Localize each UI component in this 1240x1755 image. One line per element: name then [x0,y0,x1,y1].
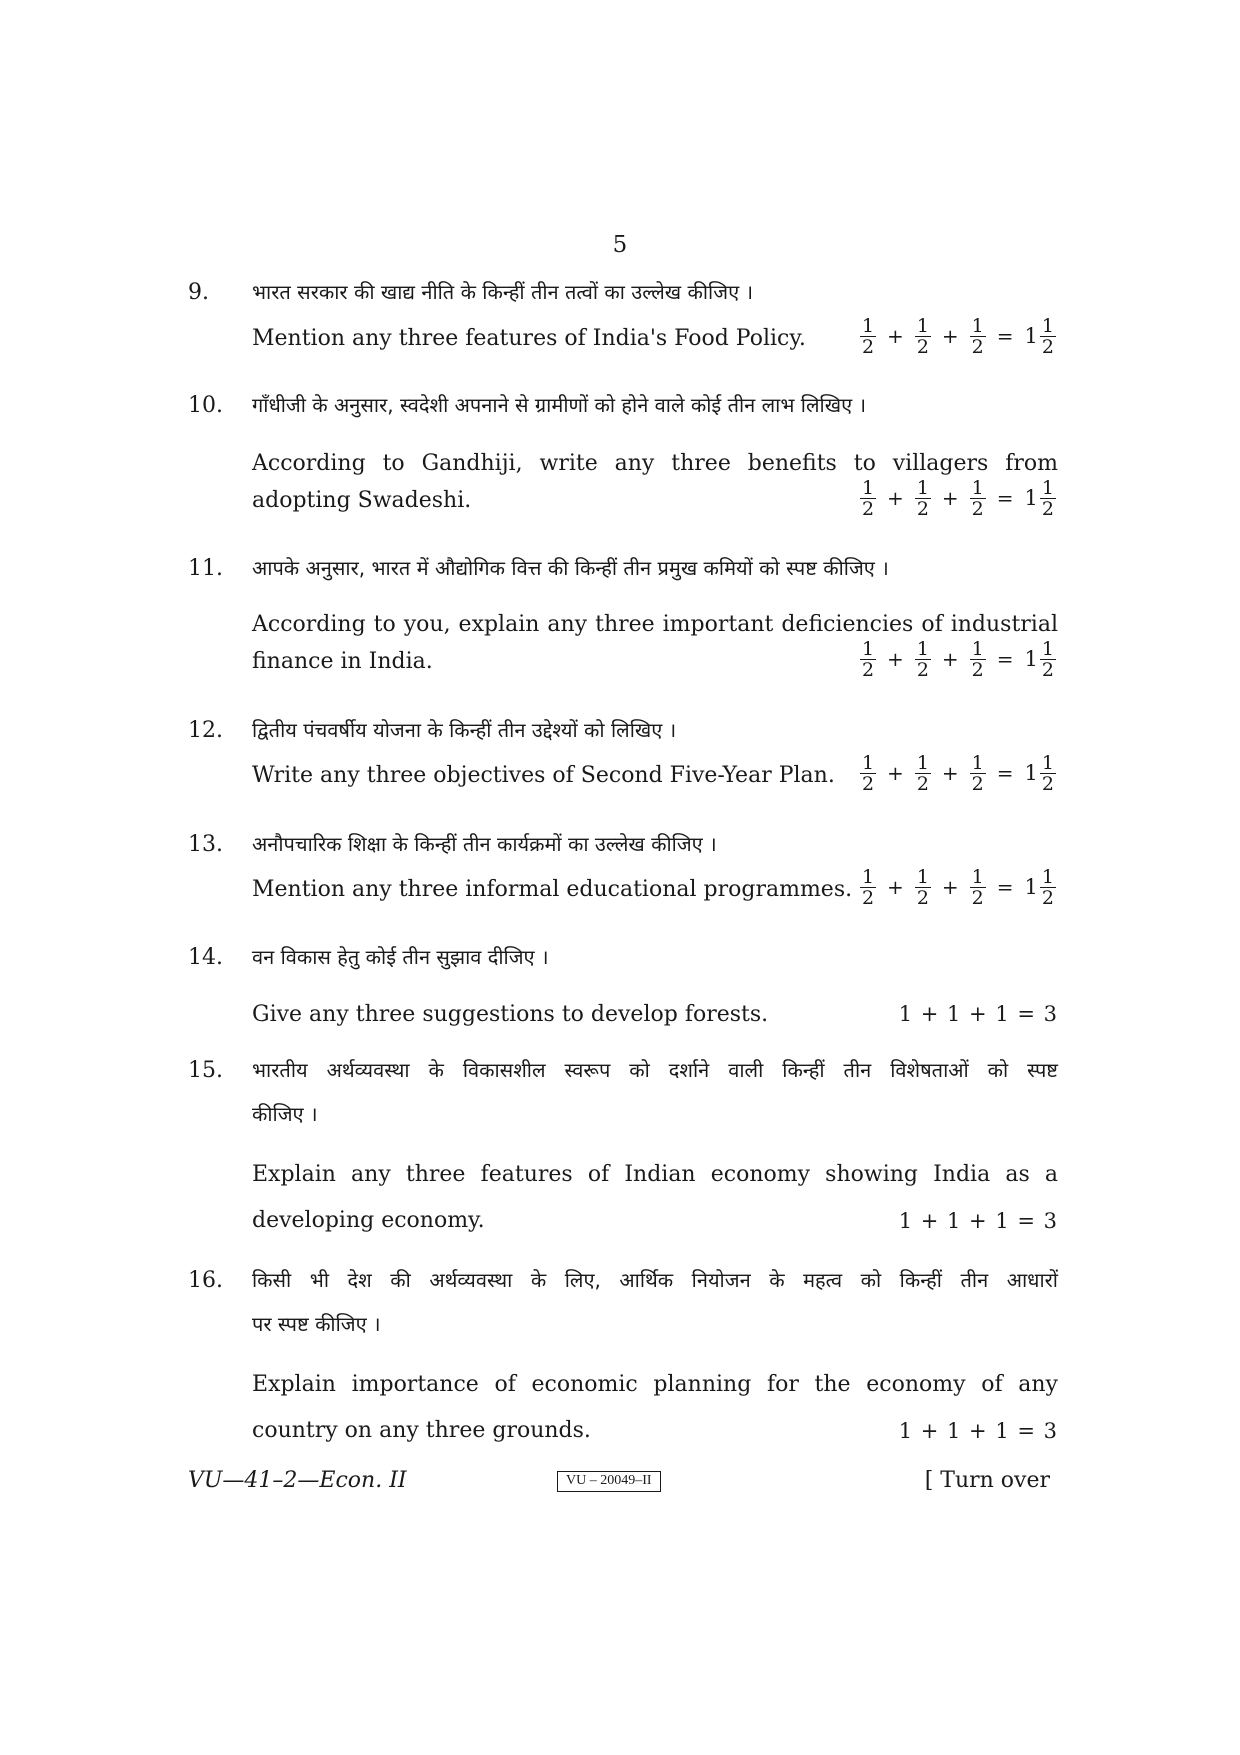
fraction: $\frac{1}{2}$ [1041,315,1054,358]
fraction: $\frac{1}{2}$ [861,866,875,909]
marks-fractions: $\frac{1}{2}$ + $\frac{1}{2}$ + $\frac{1}{2}$ = 1 $\frac{1}{2}$ [861,638,1054,681]
fraction: $\frac{1}{2}$ [971,638,984,681]
booklet-code-box: VU – 20049–II [557,1471,661,1492]
english-line: finance in India. [252,649,433,674]
english-line: developing economy. [252,1208,485,1233]
question-english [252,1362,1058,1454]
question-english [252,315,1058,358]
question-hindi: द्वितीय पंचवर्षीय योजना के किन्हीं तीन उद्देश्यों को लिखिए । [252,718,677,742]
english-line: According to Gandhiji, write any three benefits to villagers from [252,451,1058,476]
hindi-line: किसी भी देश की अर्थव्यवस्था के लिए, आर्थिक नियोजन के महत्व को किन्हीं तीन आधारों [252,1268,1058,1292]
fraction: $\frac{1}{2}$ [971,477,984,520]
question-english [252,752,1058,795]
turn-over-label: [ Turn over [924,1468,1050,1493]
hindi-line: पर स्पष्ट कीजिए । [252,1312,381,1336]
question-hindi: अनौपचारिक शिक्षा के किन्हीं तीन कार्यक्रमों का उल्लेख कीजिए । [252,832,717,856]
question-english [252,606,1058,680]
paper-code: VU—41–2—Econ. II [188,1468,407,1493]
question-number: 9. [188,280,209,305]
fraction: $\frac{1}{2}$ [916,866,929,909]
fraction: $\frac{1}{2}$ [971,752,984,795]
marks-fractions: $\frac{1}{2}$ + $\frac{1}{2}$ + $\frac{1}{2}$ = 1 $\frac{1}{2}$ [861,315,1054,358]
fraction: $\frac{1}{2}$ [916,638,929,681]
fraction: $\frac{1}{2}$ [861,638,875,681]
marks: 1 + 1 + 1 = 3 [898,1002,1058,1026]
question-hindi [252,1258,1058,1346]
fraction: $\frac{1}{2}$ [1041,638,1054,681]
question-number: 10. [188,393,223,418]
question-english [252,1152,1058,1244]
fraction: $\frac{1}{2}$ [1041,752,1054,795]
english-line: Write any three objectives of Second Five-Year Plan. [252,763,835,788]
question-number: 14. [188,945,223,970]
fraction: $\frac{1}{2}$ [916,752,929,795]
fraction: $\frac{1}{2}$ [916,477,929,520]
question-english [252,996,1058,1033]
marks-fractions: $\frac{1}{2}$ + $\frac{1}{2}$ + $\frac{1}{2}$ = 1 $\frac{1}{2}$ [861,752,1054,795]
english-line: adopting Swadeshi. [252,488,472,513]
english-line: According to you, explain any three important deficiencies of industrial [252,612,1058,637]
marks: 1 + 1 + 1 = 3 [898,1209,1058,1233]
hindi-line: कीजिए । [252,1102,318,1126]
marks-fractions: $\frac{1}{2}$ + $\frac{1}{2}$ + $\frac{1}{2}$ = 1 $\frac{1}{2}$ [861,866,1054,909]
question-english [252,445,1058,519]
fraction: $\frac{1}{2}$ [971,866,984,909]
marks: 1 + 1 + 1 = 3 [898,1419,1058,1443]
fraction: $\frac{1}{2}$ [861,752,875,795]
hindi-line: भारतीय अर्थव्यवस्था के विकासशील स्वरूप को दर्शाने वाली किन्हीं तीन विशेषताओं को स्पष्ट [252,1058,1058,1082]
fraction: $\frac{1}{2}$ [916,315,929,358]
question-english [252,866,1058,909]
page-number: 5 [612,232,628,258]
question-number: 15. [188,1058,223,1083]
question-hindi: वन विकास हेतु कोई तीन सुझाव दीजिए । [252,945,549,969]
fraction: $\frac{1}{2}$ [861,315,875,358]
english-line: Explain any three features of Indian economy showing India as a [252,1162,1058,1187]
question-hindi: भारत सरकार की खाद्य नीति के किन्हीं तीन तत्वों का उल्लेख कीजिए । [252,280,754,304]
question-hindi: आपके अनुसार, भारत में औद्योगिक वित्त की किन्हीं तीन प्रमुख कमियों को स्पष्ट कीजिए । [252,556,889,580]
question-number: 12. [188,718,223,743]
question-number: 13. [188,832,223,857]
fraction: $\frac{1}{2}$ [971,315,984,358]
english-line: Mention any three features of India's Food Policy. [252,326,806,351]
fraction: $\frac{1}{2}$ [1041,477,1054,520]
english-line: Mention any three informal educational programmes. [252,877,853,902]
question-number: 16. [188,1268,223,1293]
fraction: $\frac{1}{2}$ [861,477,875,520]
question-hindi: गाँधीजी के अनुसार, स्वदेशी अपनाने से ग्रामीणों को होने वाले कोई तीन लाभ लिखिए । [252,393,867,417]
question-number: 11. [188,556,223,581]
marks-fractions: $\frac{1}{2}$ + $\frac{1}{2}$ + $\frac{1}{2}$ = 1 $\frac{1}{2}$ [861,477,1054,520]
english-line: country on any three grounds. [252,1418,591,1443]
question-hindi [252,1048,1058,1136]
fraction: $\frac{1}{2}$ [1041,866,1054,909]
english-line: Explain importance of economic planning for the economy of any [252,1372,1058,1397]
english-line: Give any three suggestions to develop forests. [252,1002,769,1027]
